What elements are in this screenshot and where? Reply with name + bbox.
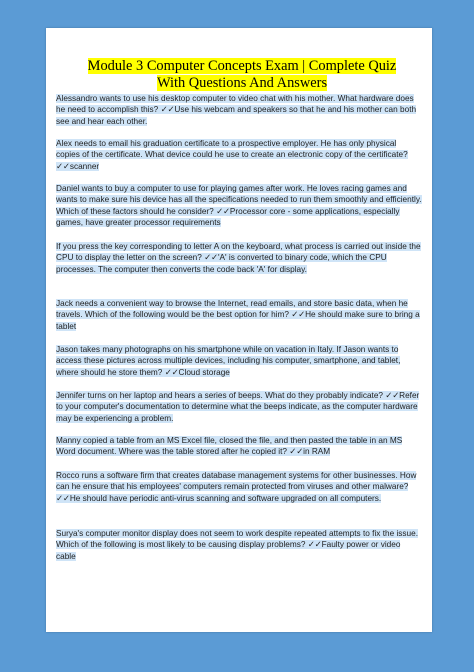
question-text: Manny copied a table from an MS Excel file, closed the file, and then pasted the table in an MS Word document. Where was the table stored after he copied it?: [56, 436, 403, 457]
answer-text: ✓✓He should have periodic anti-virus scanning and software upgraded on all computers.: [56, 493, 382, 503]
question-text: If you press the key corresponding to letter A on the keyboard, what process is carried out inside the CPU to display the letter on the screen?: [56, 242, 421, 263]
qa-item-2: [56, 138, 422, 172]
document-title: [70, 58, 414, 92]
question-text: Alessandro wants to use his desktop computer to video chat with his mother. What hardware does he need to accomplish this?: [56, 94, 414, 115]
answer-text: ✓✓Refer to your computer's documentation to determine what the beeps indicate, as the computer hardware may be experiencing a problem.: [56, 391, 420, 423]
question-text: Surya's computer monitor display does not seem to work despite repeated attempts to fix the issue. Which of the following is most likely to be causing display problems?: [56, 529, 419, 550]
qa-item-6: [56, 344, 422, 378]
qa-item-8: [56, 435, 422, 458]
qa-item-5: [56, 298, 422, 332]
question-text: Daniel wants to buy a computer to use for playing games after work. He loves racing games and wants to make sure his device has all the specifications needed to run them smoothly and efficiently. Which of these factors should he consider?: [56, 184, 422, 216]
question-text: Jason takes many photographs on his smartphone while on vacation in Italy. If Jason wants to access these pictures across multiple devices, including his computer, smartphone, and tablet, where should he store them?: [56, 345, 401, 377]
answer-text: ✓✓Cloud storage: [164, 367, 230, 377]
question-text: Jack needs a convenient way to browse the Internet, read emails, and store basic data, when he travels. Which of the following would be the best option for him?: [56, 299, 408, 320]
qa-item-10: [56, 528, 422, 562]
qa-item-3: [56, 183, 422, 229]
qa-item-4: [56, 241, 422, 275]
qa-item-7: [56, 390, 422, 424]
answer-text: ✓✓Faulty power or video cable: [56, 540, 401, 561]
answer-text: ✓✓Processor core - some applications, especially games, have greater processor requirements: [56, 206, 400, 228]
answer-text: ✓✓'A' is converted to binary code, which the CPU processes. The computer then converts the code back 'A' for display.: [56, 253, 387, 274]
answer-text: ✓✓scanner: [56, 161, 100, 171]
answer-text: ✓✓He should make sure to bring a tablet: [56, 310, 420, 331]
title-line-2: With Questions And Answers: [156, 75, 328, 91]
question-text: Alex needs to email his graduation certificate to a prospective employer. He has only physical copies of the certificate. What device could he use to create an electronic copy of the certificate?: [56, 139, 408, 160]
title-line-1: Module 3 Computer Concepts Exam | Complete Quiz: [87, 58, 397, 74]
question-text: Jennifer turns on her laptop and hears a series of beeps. What do they probably indicate?: [56, 391, 383, 400]
qa-item-1: [56, 93, 422, 127]
answer-text: ✓✓in RAM: [289, 447, 331, 457]
qa-item-9: [56, 470, 422, 504]
question-text: Rocco runs a software firm that creates database management systems for other businesses. How can he ensure that his employees' computers remain protected from viruses and other malware?: [56, 471, 417, 492]
document-page: [46, 28, 432, 632]
answer-text: ✓✓Use his webcam and speakers so that he and his mother can both see and hear each other.: [56, 105, 417, 126]
